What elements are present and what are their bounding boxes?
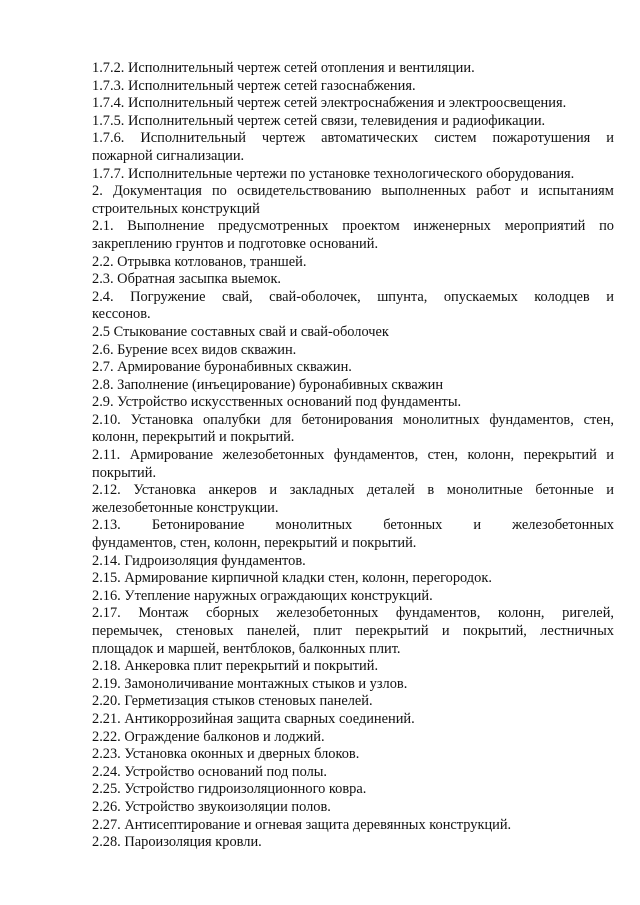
text-line [92, 517, 614, 535]
text-line [92, 183, 614, 201]
word: стен, [583, 411, 614, 428]
word: Установка [133, 482, 196, 499]
text-line: колонн, перекрытий и покрытий. [92, 429, 295, 446]
word: Бетонирование [151, 517, 245, 534]
word: бетонных [383, 517, 443, 534]
word: Выполнение [127, 218, 205, 235]
word: колонн, [467, 447, 515, 464]
word: бетонные [535, 482, 594, 499]
text-line: 2.7. Армирование буронабивных скважин. [92, 359, 352, 376]
text-line: строительных конструкций [92, 200, 260, 217]
word: фундаментов, [489, 411, 574, 428]
word: стеновых [175, 623, 234, 639]
text-line: 2.27. Антисептирование и огневая защита деревянных конструкций. [92, 816, 512, 833]
word: и [520, 183, 529, 200]
text-line: кессонов. [92, 306, 151, 323]
word: Погружение [130, 288, 206, 305]
text-line: 2.19. Замоноличивание монтажных стыков и узлов. [92, 675, 408, 692]
text-line: 2.15. Армирование кирпичной кладки стен, колонн, перегородок. [92, 570, 492, 587]
word: мероприятий [504, 218, 586, 235]
text-line: железобетонные конструкции. [92, 499, 279, 516]
text-line: 2.3. Обратная засыпка выемок. [92, 271, 282, 288]
word: 2.1. [92, 218, 114, 235]
word: работ [476, 183, 511, 200]
text-line: закреплению грунтов и подготовке оснований. [92, 235, 379, 252]
text-line: 2.20. Герметизация стыков стеновых панелей. [92, 693, 373, 710]
word: и [606, 482, 614, 499]
text-line: 2.5 Стыкование составных свай и свай-оболочек [92, 323, 389, 340]
text-line: 2.22. Ограждение балконов и лоджий. [92, 728, 325, 745]
word: монолитные [446, 482, 523, 499]
text-line: 2.9. Устройство искусственных оснований под фундаменты. [92, 394, 462, 411]
text-line: 1.7.5. Исполнительный чертеж сетей связи, телевидения и радиофикации. [92, 112, 546, 129]
word: свай, [221, 288, 253, 305]
word: ригелей, [562, 605, 614, 622]
word: Исполнительный [140, 130, 246, 147]
text-line [92, 447, 614, 465]
word: свай-оболочек, [269, 288, 361, 305]
text-line: пожарной сигнализации. [92, 147, 245, 164]
word: колонн, [497, 605, 545, 622]
word: железобетонных [276, 605, 379, 622]
word: для [270, 411, 292, 428]
word: и [606, 447, 614, 464]
word: фундаментов, [333, 447, 419, 464]
word: и [606, 130, 614, 147]
word: чертеж [261, 130, 306, 147]
word: предусмотренных [218, 218, 329, 235]
word: инженерных [413, 218, 491, 235]
word: и [441, 623, 450, 639]
text-line: 1.7.7. Исполнительные чертежи по установке технологического оборудования. [92, 165, 575, 182]
text-line: 2.14. Гидроизоляция фундаментов. [92, 552, 306, 569]
text-line: 2.25. Устройство гидроизоляционного ковра. [92, 781, 367, 798]
word: перемычек, [92, 623, 163, 639]
text-line: 2.28. Пароизоляция кровли. [92, 834, 262, 851]
word: перекрытий [523, 447, 597, 464]
word: и [473, 517, 482, 534]
text-line [92, 130, 614, 148]
word: освидетельствованию [237, 183, 372, 200]
text-line: 2.24. Устройство оснований под полы. [92, 763, 328, 780]
word: закладных [289, 482, 355, 499]
text-line: площадок и маршей, вентблоков, балконных плит. [92, 640, 401, 657]
text-line: 1.7.4. Исполнительный чертеж сетей электроснабжения и электроосвещения. [92, 95, 567, 112]
word: по [599, 218, 614, 235]
word: Установка [130, 411, 194, 428]
text-line: 2.18. Анкеровка плит перекрытий и покрытий. [92, 658, 379, 675]
document-page [92, 60, 614, 852]
word: испытаниям [538, 183, 614, 200]
word: лестничных [540, 623, 614, 639]
word: Армирование [129, 447, 214, 464]
text-line [92, 289, 614, 307]
word: железобетонных [512, 517, 614, 534]
word: фундаментов, [395, 605, 481, 622]
text-line: 2.21. Антикоррозийная защита сварных соединений. [92, 710, 415, 727]
word: Документация [112, 183, 202, 200]
text-line: 1.7.3. Исполнительный чертеж сетей газоснабжения. [92, 77, 416, 94]
word: проектом [342, 218, 400, 235]
word: пожаротушения [492, 130, 591, 147]
word: сборных [206, 605, 259, 622]
text-line: 2.16. Утепление наружных ограждающих конструкций. [92, 587, 433, 604]
word: анкеров [208, 482, 257, 499]
word: и [606, 288, 614, 305]
text-line: фундаментов, стен, колонн, перекрытий и покрытий. [92, 535, 417, 552]
word: опалубки [202, 411, 261, 428]
word: шпунта, [377, 288, 428, 305]
word: автоматических [321, 130, 419, 147]
word: перекрытий [355, 623, 429, 639]
text-line [92, 218, 614, 236]
text-line: 2.2. Отрывка котлованов, траншей. [92, 253, 307, 270]
word: 2.13. [92, 517, 121, 534]
word: 2. [92, 183, 103, 200]
text-line: 2.23. Установка оконных и дверных блоков. [92, 746, 360, 763]
text-line [92, 623, 614, 641]
word: монолитных [275, 517, 353, 534]
word: 1.7.6. [92, 130, 125, 147]
text-line [92, 412, 614, 430]
text-line: 1.7.2. Исполнительный чертеж сетей отопления и вентиляции. [92, 60, 475, 76]
word: Монтаж [138, 605, 189, 622]
text-line [92, 605, 614, 623]
word: стен, [427, 447, 459, 464]
word: бетонирования [301, 411, 393, 428]
word: 2.12. [92, 482, 121, 499]
word: панелей, [246, 623, 300, 639]
word: опускаемых [443, 288, 518, 305]
text-line: покрытий. [92, 464, 157, 481]
word: систем [434, 130, 477, 147]
text-line: 2.26. Устройство звукоизоляции полов. [92, 798, 331, 815]
word: в [427, 482, 435, 499]
text-line [92, 482, 614, 500]
word: железобетонных [222, 447, 325, 464]
word: плит [313, 623, 343, 639]
word: 2.17. [92, 605, 121, 622]
word: покрытий, [462, 623, 527, 639]
text-line: 2.6. Бурение всех видов скважин. [92, 341, 297, 358]
word: 2.4. [92, 288, 114, 305]
word: колодцев [534, 288, 590, 305]
word: по [211, 183, 227, 200]
word: деталей [366, 482, 415, 499]
word: 2.11. [92, 447, 121, 464]
word: выполненных [381, 183, 467, 200]
word: и [269, 482, 278, 499]
word: монолитных [402, 411, 480, 428]
text-line: 2.8. Заполнение (инъецирование) буронабивных скважин [92, 376, 444, 393]
word: 2.10. [92, 411, 121, 428]
